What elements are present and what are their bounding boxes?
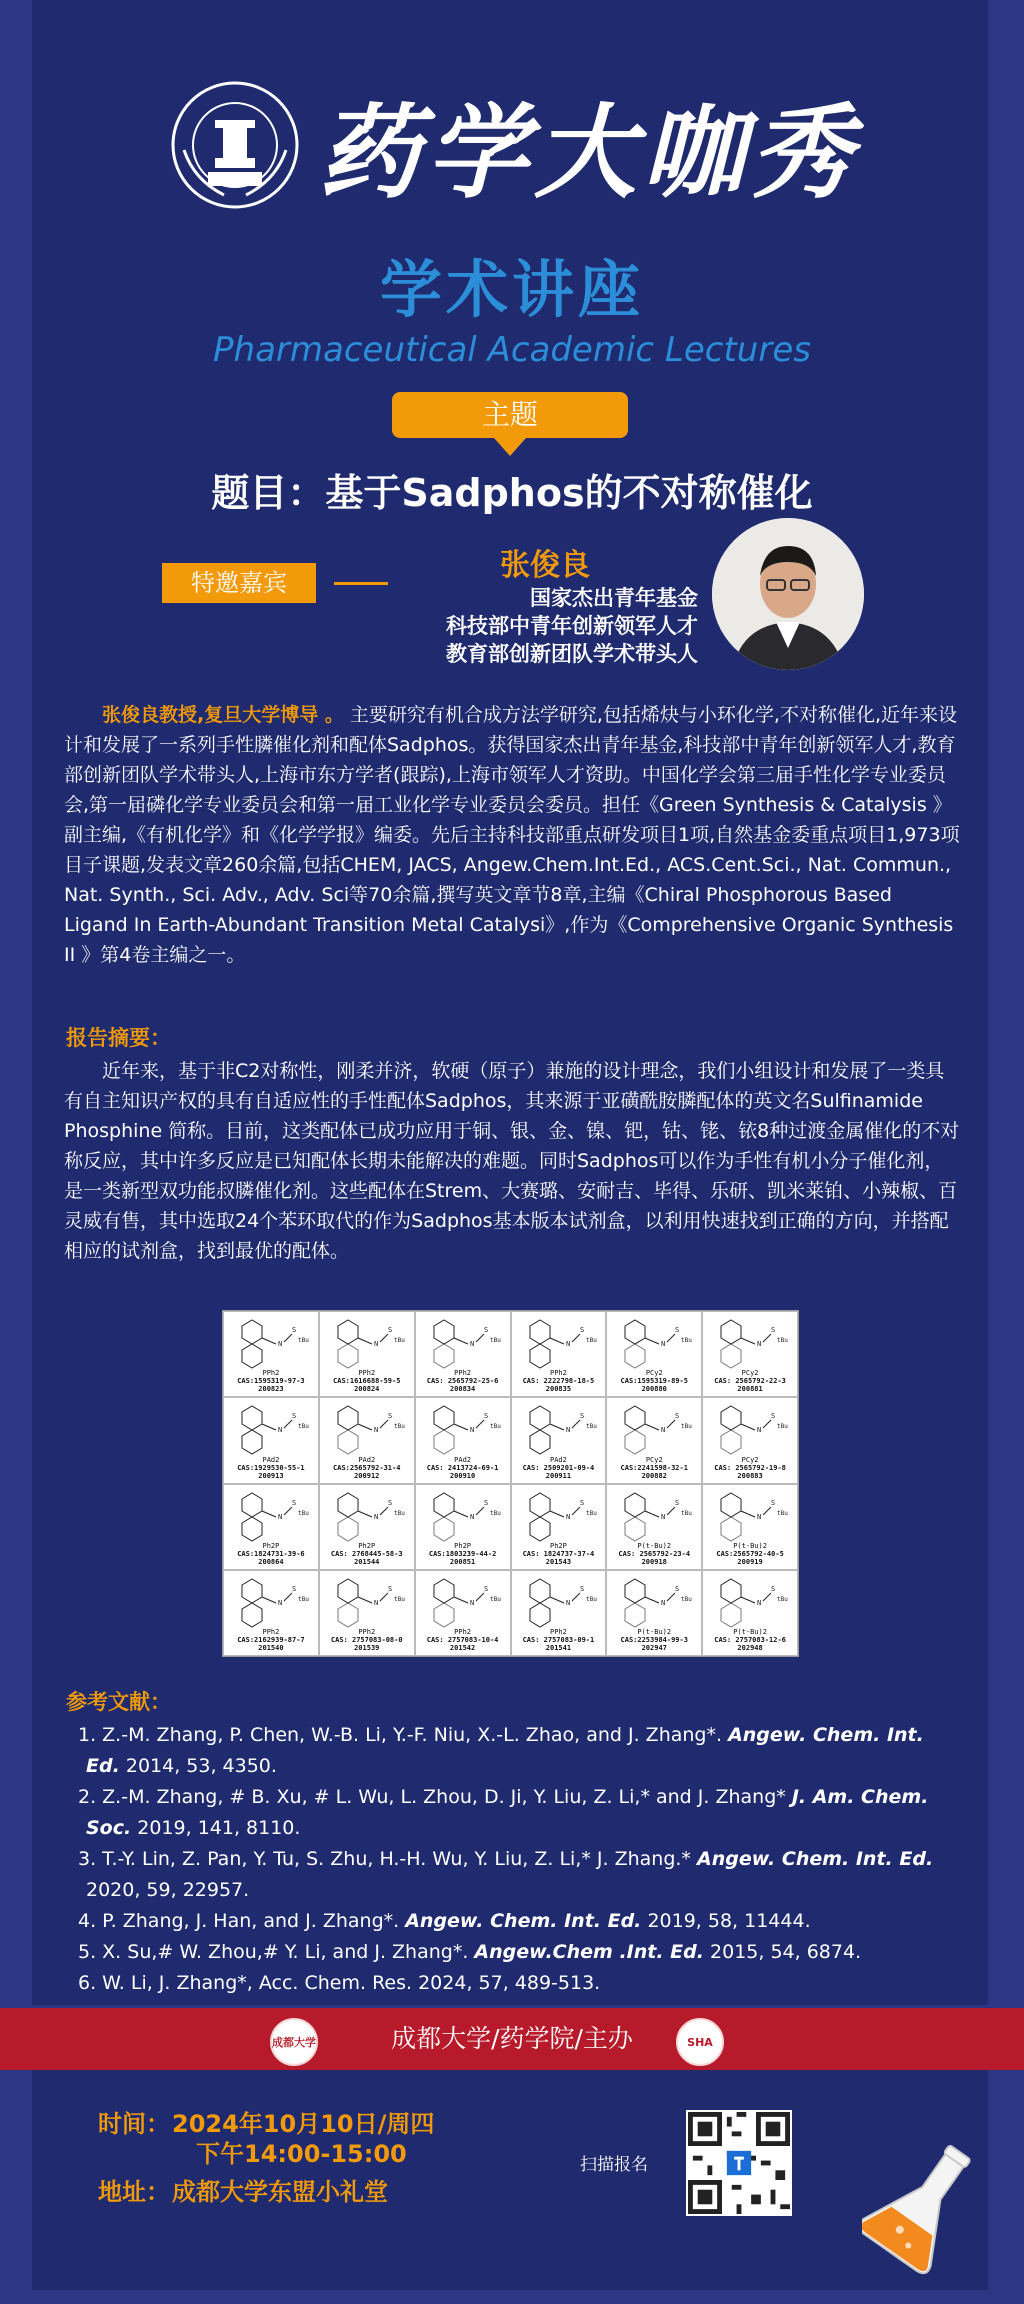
ligand-code: 200834 [449, 1385, 476, 1394]
time-label: 时间： [98, 2110, 170, 2138]
svg-text:N: N [661, 1426, 666, 1435]
reference-journal: J. Am. Chem. Soc. [86, 1786, 929, 1839]
ligand-cell [511, 1484, 607, 1570]
salon-logo-icon [170, 80, 300, 210]
ligand-phosphine: Ph2P [549, 1541, 567, 1550]
svg-text:N: N [373, 1340, 379, 1348]
ligand-cas: CAS:1595319-97-3 [237, 1377, 305, 1386]
ligand-cell [702, 1311, 798, 1397]
structure-icon [328, 1575, 408, 1631]
reference-journal: Angew. Chem. Int. Ed. [405, 1910, 642, 1932]
ligand-phosphine: PCy2 [645, 1369, 663, 1378]
ligand-phosphine: PPh2 [358, 1369, 376, 1378]
svg-text:S: S [579, 1584, 584, 1593]
svg-text:tBu: tBu [585, 1423, 597, 1431]
ligand-code: 202948 [737, 1644, 763, 1652]
ligand-cell [702, 1484, 798, 1570]
ligand-code: 201541 [545, 1644, 572, 1652]
svg-text:tBu: tBu [298, 1595, 309, 1603]
svg-text:tBu: tBu [489, 1595, 501, 1603]
ligand-code: 200851 [449, 1557, 476, 1566]
svg-text:N: N [373, 1598, 379, 1607]
ligand-cell [702, 1570, 798, 1656]
svg-text:S: S [675, 1584, 680, 1593]
ligand-code: 200881 [737, 1385, 763, 1394]
svg-text:S: S [579, 1326, 584, 1334]
abstract-heading: 报告摘要： [66, 1026, 171, 1050]
svg-text:N: N [757, 1426, 762, 1435]
ligand-cell [511, 1397, 607, 1483]
registration-qr-code[interactable] [686, 2110, 792, 2216]
brand-title: 药学大咖秀 [318, 93, 858, 213]
reference-authors: 2. Z.-M. Zhang, # B. Xu, # L. Wu, L. Zhou, D. Ji, Y. Liu, Z. Li,* and J. Zhang* [78, 1786, 792, 1808]
svg-text:tBu: tBu [585, 1509, 597, 1517]
speaker-bio [64, 700, 960, 970]
svg-text:tBu: tBu [681, 1595, 693, 1603]
reference-citation: 2020, 59, 22957. [86, 1879, 250, 1901]
svg-text:tBu: tBu [777, 1337, 788, 1344]
ligand-phosphine: PCy2 [645, 1455, 663, 1464]
structure-icon [615, 1316, 695, 1372]
ligand-phosphine: PAd2 [549, 1455, 567, 1464]
ligand-phosphine: PPh2 [549, 1369, 567, 1378]
svg-text:tBu: tBu [585, 1595, 597, 1603]
ligand-cell [223, 1484, 319, 1570]
flask-icon [862, 2130, 982, 2280]
svg-text:S: S [675, 1412, 680, 1421]
svg-text:S: S [387, 1584, 393, 1593]
ligand-code: 200835 [545, 1385, 572, 1394]
svg-text:S: S [387, 1498, 393, 1507]
structure-icon [232, 1316, 312, 1372]
svg-text:N: N [373, 1426, 379, 1435]
ligand-cas: CAS:2241598-32-1 [620, 1463, 688, 1472]
svg-text:tBu: tBu [393, 1509, 405, 1517]
ligand-code: 201542 [449, 1644, 476, 1652]
svg-text:N: N [661, 1340, 666, 1348]
ligand-code: 201539 [354, 1644, 380, 1652]
ligand-cell [223, 1311, 319, 1397]
ligand-cas: CAS: 2757083-12-6 [714, 1636, 786, 1644]
ligand-code: 201540 [258, 1644, 284, 1652]
ligand-cas: CAS: 2757083-08-0 [330, 1636, 403, 1644]
svg-text:S: S [292, 1412, 297, 1421]
sha-seal-icon: SHA [676, 2018, 724, 2066]
ligand-phosphine: PAd2 [262, 1455, 280, 1464]
reference-authors: 6. W. Li, J. Zhang*, Acc. Chem. Res. 2024, 57, 489-513. [78, 1972, 601, 1994]
ligand-code: 200824 [354, 1385, 380, 1394]
ligand-phosphine: PPh2 [358, 1628, 376, 1636]
svg-text:S: S [579, 1498, 584, 1507]
svg-text:N: N [661, 1512, 666, 1521]
svg-text:S: S [579, 1412, 584, 1421]
ligand-cas: CAS:2253984-99-3 [620, 1636, 688, 1644]
ligand-code: 200823 [258, 1385, 284, 1394]
guest-tag: 特邀嘉宾 [162, 563, 316, 603]
reference-item [64, 1906, 964, 1937]
svg-text:tBu: tBu [298, 1423, 309, 1431]
topic-tag: 主题 [392, 392, 628, 438]
svg-text:tBu: tBu [393, 1595, 405, 1603]
ligand-cas: CAS:1616688-59-5 [333, 1377, 401, 1386]
svg-text:N: N [373, 1512, 379, 1521]
ligand-phosphine: PCy2 [741, 1369, 759, 1378]
reference-item [64, 1968, 964, 1999]
ligand-code: 200912 [354, 1471, 380, 1480]
event-place: 成都大学东盟小礼堂 [172, 2178, 388, 2206]
ligand-phosphine: Ph2P [262, 1541, 280, 1550]
structure-icon [711, 1402, 791, 1458]
ligand-phosphine: P(t-Bu)2 [637, 1541, 672, 1550]
speaker-title-2: 科技部中青年创新领军人才 [446, 614, 698, 638]
svg-text:N: N [469, 1426, 474, 1435]
svg-text:S: S [483, 1498, 488, 1507]
svg-text:tBu: tBu [681, 1337, 693, 1344]
reference-citation: 2019, 58, 11444. [641, 1910, 811, 1932]
guest-divider [334, 582, 388, 585]
ligand-cas: CAS:2565792-40-5 [716, 1549, 784, 1558]
ligand-code: 200910 [449, 1471, 476, 1480]
svg-text:S: S [387, 1326, 393, 1334]
structure-icon [328, 1316, 408, 1372]
ligand-cell [319, 1570, 415, 1656]
ligand-code: 200883 [737, 1471, 763, 1480]
reference-list [64, 1720, 964, 1999]
reference-citation: 2015, 54, 6874. [703, 1941, 862, 1963]
svg-text:N: N [565, 1598, 570, 1607]
ligand-cell [415, 1311, 511, 1397]
structure-icon [520, 1316, 600, 1372]
svg-text:tBu: tBu [681, 1509, 693, 1517]
svg-text:S: S [292, 1498, 297, 1507]
structure-icon [520, 1575, 600, 1631]
ligand-cas: CAS:2565792-31-4 [333, 1463, 401, 1472]
ligand-cell [511, 1570, 607, 1656]
svg-text:S: S [675, 1498, 680, 1507]
ligand-cell [415, 1570, 511, 1656]
ligand-code: 201543 [545, 1557, 572, 1566]
ligand-cas: CAS:1824731-39-6 [237, 1549, 305, 1558]
reference-journal: Angew. Chem. Int. Ed. [696, 1848, 934, 1870]
ligand-cas: CAS: 2757083-10-4 [426, 1636, 499, 1644]
structure-icon [615, 1489, 695, 1545]
ligand-cas: CAS: 2509201-09-4 [522, 1463, 595, 1472]
svg-text:S: S [292, 1326, 297, 1334]
structure-icon [328, 1489, 408, 1545]
structure-icon [424, 1402, 504, 1458]
svg-text:N: N [469, 1512, 474, 1521]
bio-text: 主要研究有机合成方法学研究,包括烯炔与小环化学,不对称催化,近年来设计和发展了一系列手性膦催化剂和配体Sadphos。获得国家杰出青年基金,科技部中青年创新领军人才,教育部创新团队学术带头人,上海市东方学者(跟踪),上海市领军人才资助。中国化学会第三届手性化学专业委员会,第一届磷化学专业委员会和第一届工业化学专业委员会委员。担任《Green Synthesis & Catalysis 》副主编,《有机化学》和《化学学报》编委。先后主持科技部重点研发项目1项,自然基金委重点项目1,973项目子课题,发表文章260余篇,包括CHEM, JACS, Angew.Chem.Int.Ed., ACS.Cent.Sci., Nat. Commun., Nat. Synth., Sci. Adv., Adv. Sci等70余篇,撰写英文章节8章,主编《Chiral Phosphorous Based Ligand In Earth-Abundant Transition Metal Catalysi》,作为《Comprehensive Organic Synthesis II 》第4卷主编之一。 [64, 704, 960, 966]
ligand-cell [606, 1397, 702, 1483]
ligand-cas: CAS: 2565792-22-3 [714, 1377, 786, 1386]
ligand-phosphine: PAd2 [358, 1455, 376, 1464]
reference-journal: Angew. Chem. Int. Ed. [86, 1724, 924, 1777]
speaker-photo [712, 518, 864, 670]
svg-text:tBu: tBu [681, 1423, 693, 1431]
host-text: 成都大学/药学院/主办 [391, 2024, 633, 2053]
structure-icon [232, 1489, 312, 1545]
ligand-code: 200864 [258, 1557, 284, 1566]
structure-icon [424, 1575, 504, 1631]
svg-text:tBu: tBu [585, 1337, 597, 1344]
ligand-phosphine: PPh2 [454, 1369, 471, 1378]
lecture-title-en: Pharmaceutical Academic Lectures [213, 330, 811, 370]
lecture-title-cn: 学术讲座 [379, 253, 644, 326]
ligand-code: 200880 [641, 1385, 667, 1394]
svg-text:N: N [757, 1340, 762, 1348]
speaker-title-3: 教育部创新团队学术带头人 [446, 642, 698, 666]
svg-text:tBu: tBu [777, 1595, 788, 1603]
reference-authors: 5. X. Su,# W. Zhou,# Y. Li, and J. Zhang*. [78, 1941, 475, 1963]
svg-text:S: S [771, 1498, 776, 1507]
svg-text:S: S [483, 1412, 488, 1421]
ligand-code: 200918 [641, 1557, 667, 1566]
svg-text:tBu: tBu [777, 1423, 788, 1431]
ligand-cell [415, 1397, 511, 1483]
ligand-cas: CAS: 2413724-69-1 [426, 1463, 499, 1472]
ligand-cas: CAS: 2768445-58-3 [330, 1549, 403, 1558]
structure-icon [615, 1402, 695, 1458]
place-label: 地址： [98, 2178, 170, 2206]
svg-text:tBu: tBu [489, 1337, 501, 1344]
ligand-cell [606, 1311, 702, 1397]
svg-text:N: N [757, 1512, 762, 1521]
structure-icon [711, 1489, 791, 1545]
reference-authors: 4. P. Zhang, J. Han, and J. Zhang*. [78, 1910, 406, 1932]
svg-text:S: S [771, 1584, 776, 1593]
event-time: 下午14:00-15:00 [196, 2140, 407, 2168]
svg-text:tBu: tBu [489, 1509, 501, 1517]
event-date: 2024年10月10日/周四 [172, 2110, 435, 2138]
cdu-seal-icon: 成都大学 [270, 2018, 318, 2066]
svg-text:N: N [565, 1340, 570, 1348]
topic-title: 题目：基于Sadphos的不对称催化 [211, 471, 813, 515]
svg-text:N: N [278, 1598, 283, 1607]
svg-text:S: S [483, 1584, 488, 1593]
ligand-cell [319, 1484, 415, 1570]
reference-citation: 2019, 141, 8110. [131, 1817, 301, 1839]
ligand-phosphine: PPh2 [549, 1628, 567, 1636]
reference-item [64, 1782, 964, 1844]
ligand-cas: CAS: 2565792-19-8 [714, 1463, 786, 1472]
svg-text:tBu: tBu [489, 1423, 501, 1431]
structure-icon [328, 1402, 408, 1458]
ligand-cell [319, 1397, 415, 1483]
ligand-cas: CAS:2162939-87-7 [237, 1636, 305, 1644]
structure-icon [424, 1316, 504, 1372]
reference-journal: Angew.Chem .Int. Ed. [474, 1941, 704, 1963]
scan-label: 扫描报名 [580, 2155, 648, 2175]
ligand-cell [606, 1570, 702, 1656]
ligand-cas: CAS: 2757083-09-1 [522, 1636, 595, 1644]
ligand-cell [223, 1397, 319, 1483]
reference-item [64, 1937, 964, 1968]
svg-text:N: N [278, 1340, 283, 1348]
svg-text:N: N [757, 1598, 762, 1607]
svg-text:S: S [387, 1412, 393, 1421]
ligand-code: 200919 [737, 1557, 763, 1566]
reference-item [64, 1720, 964, 1782]
structure-icon [615, 1575, 695, 1631]
ligand-code: 202947 [641, 1644, 667, 1652]
ligand-phosphine: PAd2 [454, 1455, 471, 1464]
abstract-text: 近年来，基于非C2对称性，刚柔并济，软硬（原子）兼施的设计理念，我们小组设计和发展了一类具有自主知识产权的具有自适应性的手性配体Sadphos，其来源于亚磺酰胺膦配体的英文名Sulfinamide Phosphine 简称。目前，这类配体已成功应用于铜、银、金、镍、钯，钴、铑、铱8种过渡金属催化的不对称反应，其中许多反应是已知配体长期未能解决的难题。同时Sadphos可以作为手性有机小分子催化剂，是一类新型双功能叔膦催化剂。这些配体在Strem、大赛璐、安耐吉、毕得、乐研、凯米莱铂、小辣椒、百灵威有售，其中选取24个苯环取代的作为Sadphos基本版本试剂盒，以利用快速找到正确的方向，并搭配相应的试剂盒，找到最优的配体。 [64, 1060, 960, 1262]
ligand-cas: CAS: 2222798-18-5 [522, 1377, 595, 1386]
structure-icon [711, 1575, 791, 1631]
ligand-cell [606, 1484, 702, 1570]
ligand-phosphine: Ph2P [358, 1541, 376, 1550]
reference-authors: 3. T.-Y. Lin, Z. Pan, Y. Tu, S. Zhu, H.-H. Wu, Y. Liu, Z. Li,* J. Zhang.* [78, 1848, 697, 1870]
svg-text:N: N [565, 1426, 570, 1435]
ligand-cas: CAS: 2565792-25-6 [426, 1377, 499, 1386]
svg-text:tBu: tBu [298, 1509, 309, 1517]
ligand-cell [511, 1311, 607, 1397]
topic-arrow-icon [494, 438, 526, 456]
ligand-cell [319, 1311, 415, 1397]
ligand-code: 201544 [354, 1557, 380, 1566]
structure-icon [232, 1575, 312, 1631]
reference-citation: 2014, 53, 4350. [119, 1755, 277, 1777]
structure-icon [424, 1489, 504, 1545]
svg-text:N: N [661, 1598, 666, 1607]
reference-authors: 1. Z.-M. Zhang, P. Chen, W.-B. Li, Y.-F. Niu, X.-L. Zhao, and J. Zhang*. [78, 1724, 729, 1746]
structure-icon [520, 1489, 600, 1545]
ligand-phosphine: PPh2 [262, 1369, 280, 1378]
ligand-cell [415, 1484, 511, 1570]
ligand-cas: CAS: 2565792-23-4 [618, 1549, 691, 1558]
ligand-table [222, 1310, 799, 1657]
svg-text:N: N [469, 1340, 474, 1348]
ligand-cell [223, 1570, 319, 1656]
svg-text:tBu: tBu [298, 1337, 309, 1344]
svg-text:S: S [483, 1326, 488, 1334]
svg-text:S: S [771, 1412, 776, 1421]
svg-text:tBu: tBu [777, 1509, 788, 1517]
ligand-cas: CAS:1595319-89-5 [620, 1377, 688, 1386]
ligand-cell [702, 1397, 798, 1483]
svg-text:S: S [675, 1326, 680, 1334]
ligand-cas: CAS:1803239-44-2 [428, 1549, 497, 1558]
svg-text:N: N [469, 1598, 474, 1607]
speaker-name: 张俊良 [500, 548, 590, 583]
ligand-phosphine: P(t-Bu)2 [733, 1541, 767, 1550]
ligand-phosphine: P(t-Bu)2 [637, 1628, 672, 1636]
structure-icon [711, 1316, 791, 1372]
ligand-phosphine: Ph2P [454, 1541, 471, 1550]
svg-text:S: S [292, 1584, 297, 1593]
svg-text:N: N [565, 1512, 570, 1521]
ligand-code: 200913 [258, 1471, 284, 1480]
svg-text:N: N [278, 1512, 283, 1521]
ligand-cas: CAS:1929530-55-1 [237, 1463, 305, 1472]
svg-text:S: S [771, 1326, 776, 1334]
structure-icon [520, 1402, 600, 1458]
footer-panel [32, 2050, 988, 2290]
structure-icon [232, 1402, 312, 1458]
ligand-phosphine: P(t-Bu)2 [733, 1628, 767, 1636]
svg-text:tBu: tBu [393, 1337, 405, 1344]
ligand-code: 200911 [545, 1471, 572, 1480]
ligand-phosphine: PCy2 [741, 1455, 759, 1464]
ligand-phosphine: PPh2 [262, 1628, 280, 1636]
ligand-phosphine: PPh2 [454, 1628, 471, 1636]
ligand-cas: CAS: 1824737-37-4 [522, 1549, 595, 1558]
svg-text:N: N [278, 1426, 283, 1435]
references-heading: 参考文献： [66, 1690, 171, 1714]
ligand-code: 200882 [641, 1471, 667, 1480]
svg-text:tBu: tBu [393, 1423, 405, 1431]
reference-item [64, 1844, 964, 1906]
speaker-title-1: 国家杰出青年基金 [530, 586, 698, 610]
bio-highlight: 张俊良教授,复旦大学博导 。 [102, 704, 344, 726]
